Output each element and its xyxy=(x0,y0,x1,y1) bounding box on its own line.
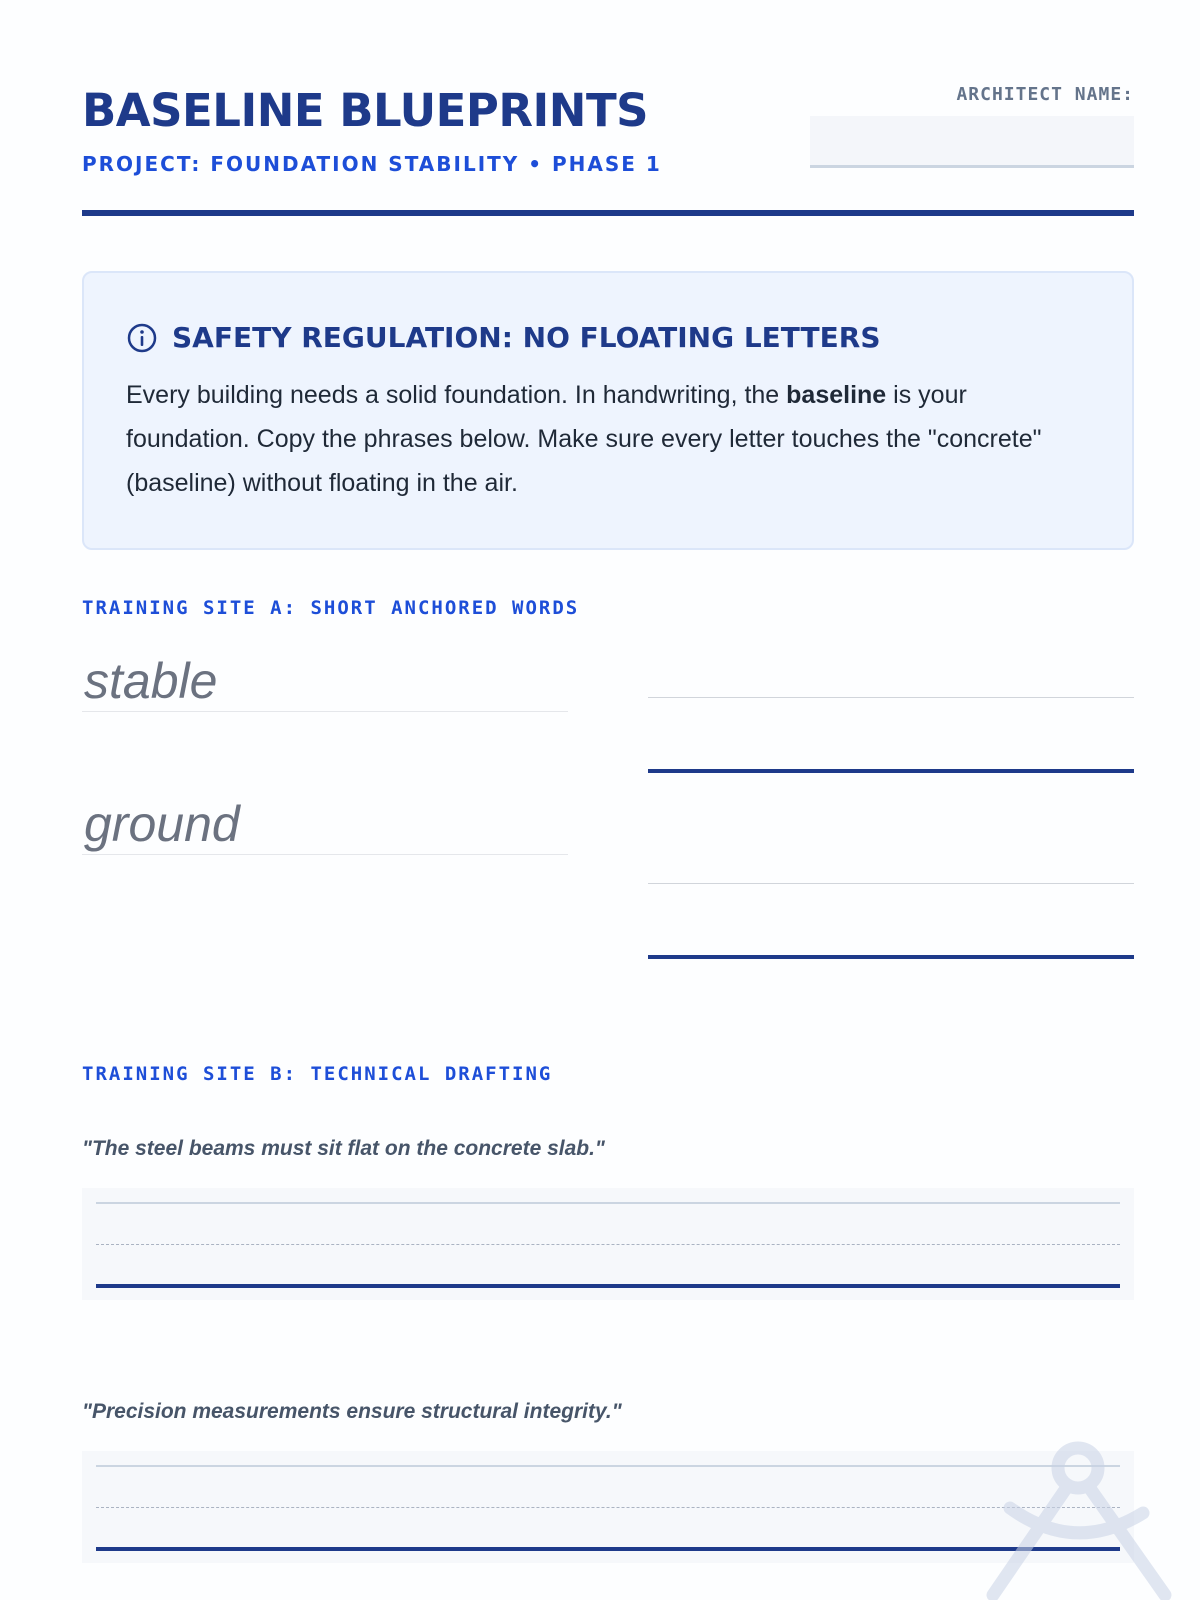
notice-title: SAFETY REGULATION: NO FLOATING LETTERS xyxy=(172,321,881,354)
practice-baseline xyxy=(648,769,1134,773)
model-word xyxy=(82,652,568,712)
word-practice-line[interactable] xyxy=(648,883,1134,959)
drafting-practice-box[interactable] xyxy=(82,1188,1134,1300)
site-b-label: TRAINING SITE B: TECHNICAL DRAFTING xyxy=(82,1063,553,1085)
info-icon xyxy=(126,322,158,354)
notice-body-emphasis: baseline xyxy=(786,381,887,409)
drafting-midline xyxy=(96,1244,1120,1245)
page-header xyxy=(82,84,1134,216)
drafting-compass-icon xyxy=(985,1425,1185,1600)
practice-top-line xyxy=(648,883,1134,884)
notice-header xyxy=(126,321,881,354)
drafting-baseline xyxy=(96,1547,1120,1551)
drafting-midline xyxy=(96,1507,1120,1508)
page-title: BASELINE BLUEPRINTS xyxy=(82,84,649,137)
notice-body-start: Every building needs a solid foundation. In handwriting, the xyxy=(126,381,787,409)
practice-baseline xyxy=(648,955,1134,959)
model-word-text: stable xyxy=(84,653,218,709)
word-practice-line[interactable] xyxy=(648,697,1134,773)
model-word-text: ground xyxy=(84,796,240,852)
drafting-baseline xyxy=(96,1284,1120,1288)
model-phrase: "The steel beams must sit flat on the concrete slab." xyxy=(82,1137,605,1160)
drafting-top-line xyxy=(96,1465,1120,1467)
practice-top-line xyxy=(648,697,1134,698)
model-word xyxy=(82,795,568,855)
drafting-top-line xyxy=(96,1202,1120,1204)
architect-name-label: ARCHITECT NAME: xyxy=(956,84,1134,105)
architect-name-field[interactable] xyxy=(810,116,1134,168)
notice-body xyxy=(126,373,1086,505)
drafting-practice-box[interactable] xyxy=(82,1451,1134,1563)
header-divider xyxy=(82,210,1134,216)
site-a-label: TRAINING SITE A: SHORT ANCHORED WORDS xyxy=(82,597,580,619)
page-subtitle: PROJECT: FOUNDATION STABILITY • PHASE 1 xyxy=(82,152,662,176)
safety-notice xyxy=(82,271,1134,550)
model-phrase: "Precision measurements ensure structural integrity." xyxy=(82,1400,622,1423)
notice-body-end: is your foundation. Copy the phrases below. Make sure every letter touches the "concrete" (baseline) without floating in the air. xyxy=(126,381,1042,497)
